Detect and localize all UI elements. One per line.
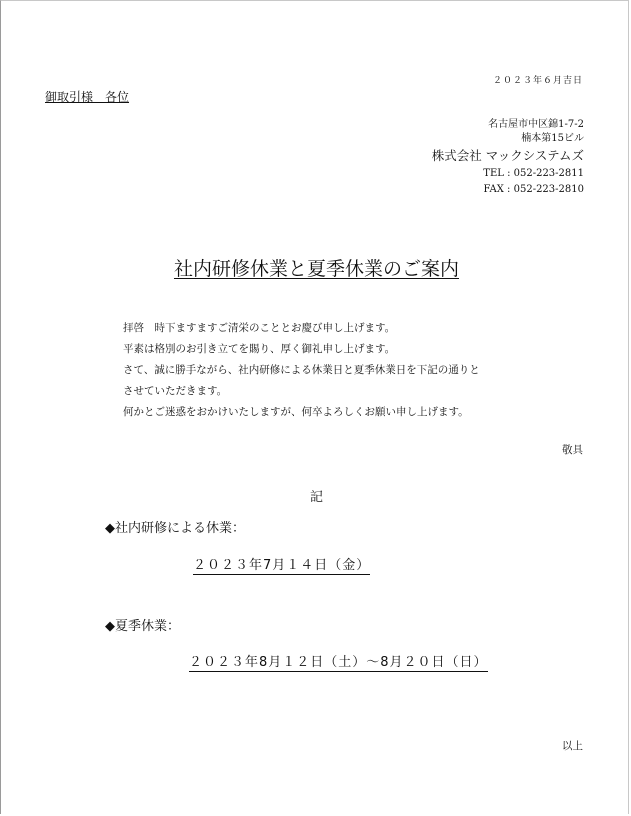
body-line: 何かとご迷惑をおかけいたしますが、何卒よろしくお願い申し上げます。 (123, 406, 469, 418)
sender-company: 株式会社 マックシステムズ (431, 148, 584, 163)
body-line: さて、誠に勝手ながら、社内研修による休業日と夏季休業日を下記の通りと (123, 364, 480, 376)
sender-block (432, 118, 584, 198)
section1-date: ２０２３年7月１４日（金） (193, 554, 370, 575)
body-line: 拝啓 時下ますますご清栄のこととお慶び申し上げます。 (123, 322, 396, 334)
letter-body (123, 318, 480, 423)
section2-date: ２０２３年8月１２日（土）～8月２０日（日） (189, 651, 488, 672)
section1-heading: ◆社内研修による休業： (105, 521, 245, 536)
body-line: させていただきます。 (123, 385, 228, 397)
closing-keigu: 敬具 (562, 444, 583, 456)
end-mark: 以上 (562, 740, 583, 752)
section2-heading: ◆夏季休業： (105, 619, 180, 634)
document-title-wrap (1, 254, 631, 281)
document-title: 社内研修休業と夏季休業のご案内 (173, 258, 459, 280)
sender-tel: TEL : 052-223-2811 (483, 168, 584, 179)
ki-heading: 記 (309, 490, 323, 505)
sender-address-line1: 名古屋市中区錦1-7-2 (488, 119, 584, 130)
recipient: 御取引様 各位 (45, 90, 130, 104)
sender-address-line2: 楠本第15ビル (521, 133, 584, 144)
body-line: 平素は格別のお引き立てを賜り、厚く御礼申し上げます。 (123, 343, 396, 355)
issue-date: ２０２３年６月吉日 (492, 76, 583, 86)
sender-fax: FAX : 052-223-2810 (483, 184, 584, 195)
